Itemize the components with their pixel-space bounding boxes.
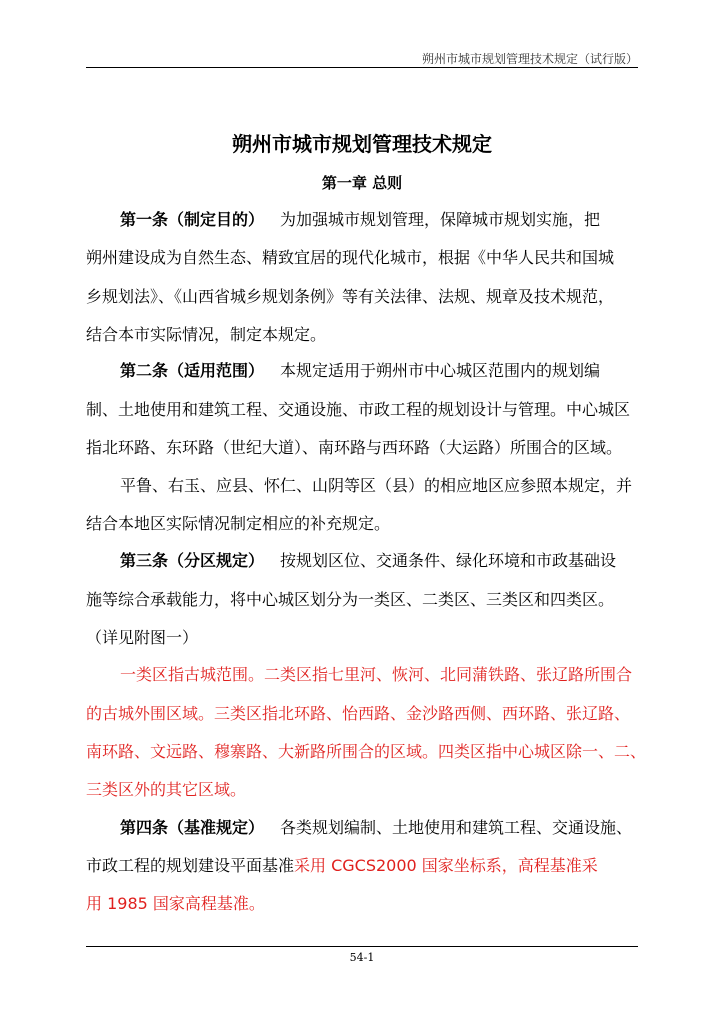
article-3-red-line-2: 的古城外围区域。三类区指北环路、怡西路、金沙路西侧、西环路、张辽路、: [86, 704, 631, 723]
article-4-heading: 第四条（基准规定）: [120, 818, 265, 837]
article-2-heading: 第二条（适用范围）: [120, 361, 265, 380]
article-3-line-1: [120, 551, 616, 571]
header-text: 朔州市城市规划管理技术规定（试行版）: [421, 52, 638, 66]
article-2-line-3: 指北环路、东环路（世纪大道）、南环路与西环路（大运路）所围合的区域。: [86, 438, 623, 457]
article-1-line-3: 乡规划法》、《山西省城乡规划条例》等有关法律、法规、规章及技术规范，: [86, 287, 615, 306]
article-2-line-1: [120, 361, 600, 381]
page-number: 54-1: [349, 951, 375, 964]
article-1-text: 为加强城市规划管理，保障城市规划实施，把: [280, 210, 601, 229]
article-4-red-last: 用 1985 国家高程基准。: [86, 894, 265, 913]
article-4-text: 各类规划编制、土地使用和建筑工程、交通设施、: [280, 818, 633, 837]
article-3-red-line-3: 南环路、文远路、穆寨路、大新路所围合的区域。四类区指中心城区除一、二、: [86, 742, 647, 761]
article-2-extra-line-1: 平鲁、右玉、应县、怀仁、山阴等区（县）的相应地区应参照本规定，并: [120, 476, 633, 495]
article-3-text: 按规划区位、交通条件、绿化环境和市政基础设: [280, 551, 617, 570]
chapter-heading: 第一章 总则: [321, 174, 403, 192]
header-rule: [86, 67, 638, 68]
article-3-red-line-1: 一类区指古城范围。二类区指七里河、恢河、北同蒲铁路、张辽路所围合: [120, 665, 633, 684]
article-2-line-2: 制、土地使用和建筑工程、交通设施、市政工程的规划设计与管理。中心城区: [86, 400, 631, 419]
article-3-heading: 第三条（分区规定）: [120, 551, 265, 570]
footer-rule: [86, 946, 638, 947]
article-2-text: 本规定适用于朔州市中心城区范围内的规划编: [280, 361, 601, 380]
article-4-text-2: 市政工程的规划建设平面基准: [86, 856, 295, 875]
article-4-line-1: [120, 818, 632, 838]
article-3-red-line-4: 三类区外的其它区域。: [86, 780, 247, 799]
article-4-red-tail: 采用 CGCS2000 国家坐标系，高程基准采: [294, 856, 598, 875]
article-1-heading: 第一条（制定目的）: [120, 210, 265, 229]
article-1-line-4: 结合本市实际情况，制定本规定。: [86, 325, 327, 344]
article-1-line-1: [120, 210, 600, 230]
article-3-line-2: 施等综合承载能力，将中心城区划分为一类区、二类区、三类区和四类区。: [86, 590, 615, 609]
document-title: 朔州市城市规划管理技术规定: [232, 132, 492, 156]
article-1-line-2: 朔州建设成为自然生态、精致宜居的现代化城市，根据《中华人民共和国城: [86, 248, 615, 267]
article-4-line-2: [86, 856, 598, 876]
article-2-extra-line-2: 结合本地区实际情况制定相应的补充规定。: [86, 514, 391, 533]
article-3-line-3: （详见附图一）: [86, 628, 199, 647]
